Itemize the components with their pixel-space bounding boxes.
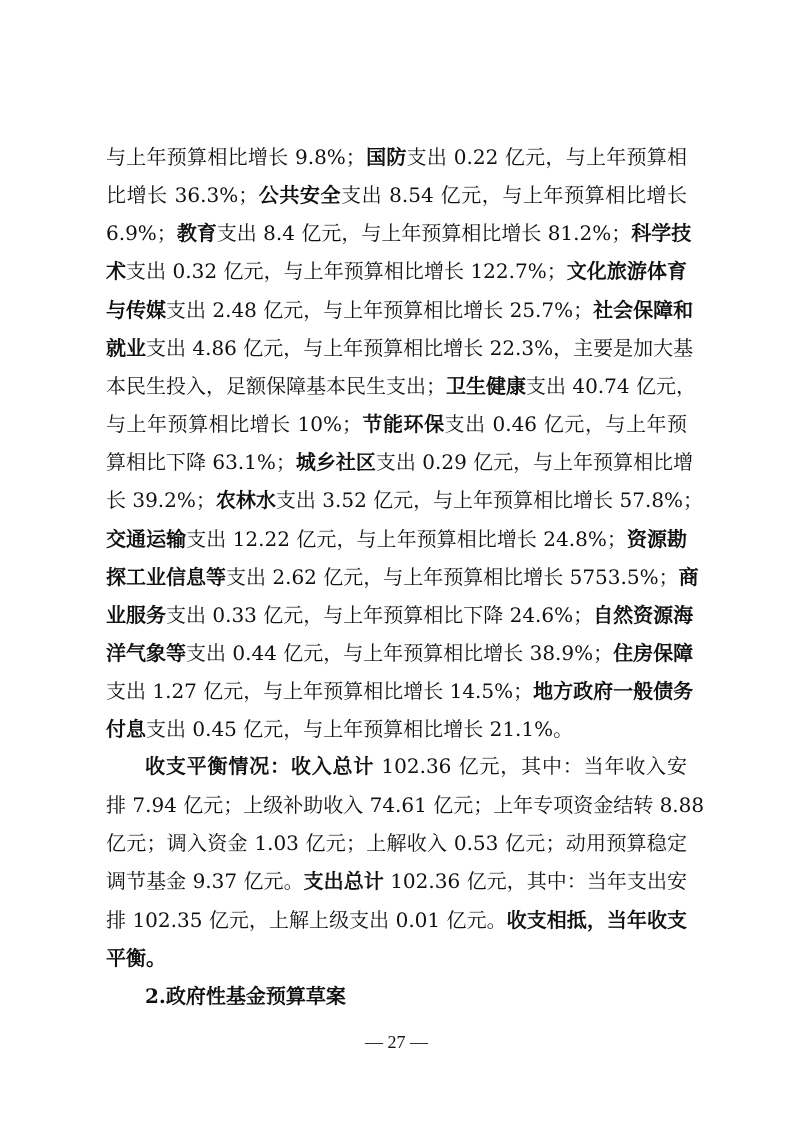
bold-term: 收支相抵，当年收支 <box>506 908 687 932</box>
text-run: 支出 2.62 亿元，与上年预算相比增长 5753.5%； <box>226 565 679 589</box>
text-line <box>106 259 687 283</box>
bold-term: 付息 <box>106 717 146 741</box>
text-line <box>106 221 692 245</box>
text-line <box>106 565 699 589</box>
text-run: 排 7.94 亿元；上级补助收入 74.61 亿元；上年专项资金结转 8.88 <box>106 793 705 817</box>
text-run: 调节基金 9.37 亿元。 <box>106 869 304 893</box>
text-run: 支出 8.4 亿元，与上年预算相比增长 81.2%； <box>216 221 632 245</box>
bold-term: 商 <box>678 565 699 589</box>
bold-term: 2.政府性基金预算草案 <box>145 984 346 1008</box>
text-line <box>106 679 694 703</box>
text-run: 长 39.2%； <box>106 488 216 512</box>
text-run: 排 102.35 亿元，上解上级支出 0.01 亿元。 <box>106 908 507 932</box>
text-line <box>106 450 694 474</box>
bold-term: 洋气象等 <box>106 641 186 665</box>
text-run: 支出 1.27 亿元，与上年预算相比增长 14.5%； <box>106 679 534 703</box>
text-run: 支出 8.54 亿元，与上年预算相比增长 <box>341 183 687 207</box>
text-run: 102.36 亿元，其中：当年收入安 <box>374 754 687 778</box>
text-line <box>106 603 694 627</box>
text-line <box>106 298 694 322</box>
bold-term: 科学技 <box>631 221 692 245</box>
bold-term: 城乡社区 <box>295 450 376 474</box>
page-number: — 27 — <box>365 1032 428 1052</box>
text-line <box>106 869 687 893</box>
bold-term: 自然资源海 <box>593 603 694 627</box>
text-run: 本民生投入，足额保障基本民生支出； <box>106 374 446 398</box>
text-run: 支出 0.22 亿元，与上年预算相 <box>406 145 688 169</box>
text-line <box>106 641 694 665</box>
bold-term: 农林水 <box>215 488 276 512</box>
bold-term: 教育 <box>176 221 217 245</box>
text-run: 支出 12.22 亿元，与上年预算相比增长 24.8%； <box>186 527 627 551</box>
text-line <box>106 412 687 436</box>
text-line <box>106 793 705 817</box>
text-run: 支出 0.33 亿元，与上年预算相比下降 24.6%； <box>166 603 594 627</box>
text-run: 支出 0.29 亿元，与上年预算相比增 <box>375 450 694 474</box>
text-run: 支出 0.45 亿元，与上年预算相比增长 21.1%。 <box>146 717 574 741</box>
text-run: 亿元；调入资金 1.03 亿元；上解收入 0.53 亿元；动用预算稳定 <box>106 831 687 855</box>
text-run: 与上年预算相比增长 10%； <box>106 412 362 436</box>
bold-term: 资源勘 <box>626 527 687 551</box>
text-line <box>145 754 687 778</box>
bold-term: 地方政府一般债务 <box>533 679 694 703</box>
text-line <box>106 717 687 741</box>
text-line <box>106 527 687 551</box>
bold-term: 收支平衡情况：收入总计 <box>145 754 375 778</box>
bold-term: 交通运输 <box>106 527 187 551</box>
text-run: 支出 0.32 亿元，与上年预算相比增长 122.7%； <box>126 259 567 283</box>
text-run: 比增长 36.3%； <box>106 183 259 207</box>
text-line <box>106 145 687 169</box>
bold-term: 业服务 <box>106 603 166 627</box>
text-line <box>106 336 694 360</box>
text-line <box>106 908 687 932</box>
text-line <box>106 374 696 398</box>
bold-term: 住房保障 <box>613 641 694 665</box>
text-run: 与上年预算相比增长 9.8%； <box>106 145 366 169</box>
text-run: 6.9%； <box>106 221 177 245</box>
bold-term: 术 <box>106 259 127 283</box>
text-run: 支出 2.48 亿元，与上年预算相比增长 25.7%； <box>166 298 594 322</box>
bold-term: 节能环保 <box>362 412 445 436</box>
bold-term: 支出总计 <box>303 869 384 893</box>
bold-term: 国防 <box>365 145 407 169</box>
section-heading <box>145 984 687 1008</box>
text-line <box>106 946 687 970</box>
bold-term: 卫生健康 <box>446 374 526 398</box>
bold-term: 就业 <box>106 336 146 360</box>
text-run: 支出 40.74 亿元， <box>526 374 696 398</box>
text-run: 支出 0.44 亿元，与上年预算相比增长 38.9%； <box>186 641 614 665</box>
text-line <box>106 488 704 512</box>
bold-term: 平衡。 <box>106 946 166 970</box>
text-run: 支出 0.46 亿元，与上年预 <box>444 412 688 436</box>
bold-term: 文化旅游体育 <box>566 259 687 283</box>
bold-term: 探工业信息等 <box>106 565 226 589</box>
text-line <box>106 183 687 207</box>
text-line <box>106 831 687 855</box>
text-run: 102.36 亿元，其中：当年支出安 <box>383 869 687 893</box>
bold-term: 社会保障和 <box>593 298 694 322</box>
text-run: 算相比下降 63.1%； <box>106 450 296 474</box>
bold-term: 与传媒 <box>106 298 166 322</box>
bold-term: 公共安全 <box>258 183 342 207</box>
text-run: 支出 3.52 亿元，与上年预算相比增长 57.8%； <box>275 488 704 512</box>
text-run: 支出 4.86 亿元，与上年预算相比增长 22.3%，主要是加大基 <box>146 336 694 360</box>
